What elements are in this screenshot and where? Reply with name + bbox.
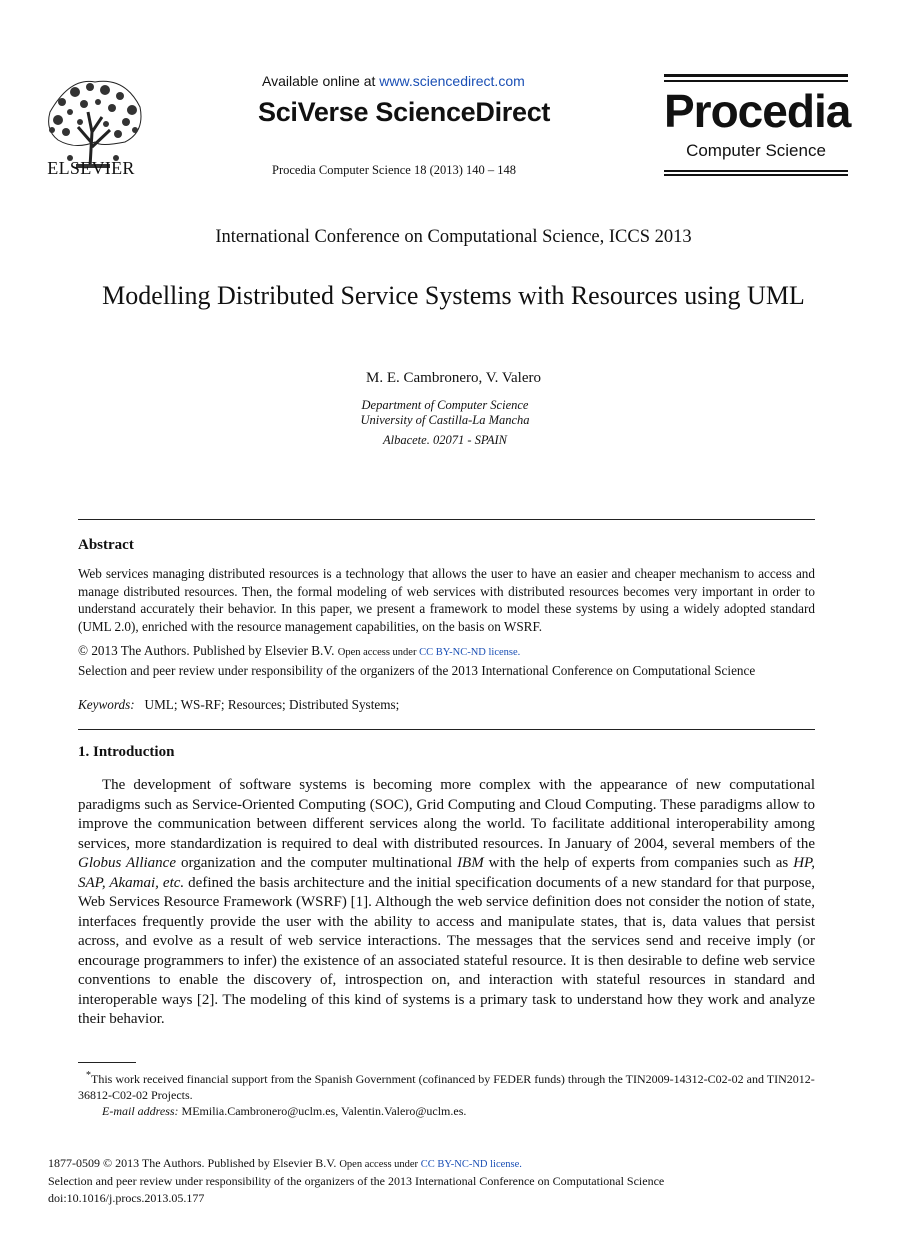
authors: M. E. Cambronero, V. Valero — [366, 370, 541, 386]
footnote-rule — [78, 1062, 136, 1063]
procedia-title: Procedia — [664, 85, 851, 137]
email-addresses: MEmilia.Cambronero@uclm.es, Valentin.Valero@uclm.es. — [181, 1104, 467, 1118]
available-prefix: Available online at — [262, 73, 380, 89]
bottom-selection: Selection and peer review under responsibility of the organizers of the 2013 International Conference on Computational Science — [48, 1174, 665, 1188]
introduction-text — [78, 776, 815, 1030]
issn-line: 1877-0509 © 2013 The Authors. Published by Elsevier B.V. — [48, 1156, 340, 1170]
license-link[interactable]: CC BY-NC-ND license. — [419, 647, 521, 658]
bottom-license-link[interactable]: CC BY-NC-ND license. — [420, 1159, 522, 1170]
introduction-text-segment: defined the basis architecture and the initial specification documents of a new standard for that purpose, Web Services Resource Framework (WSRF) [1]. Although the web service definition does not consider the notion of state, interfaces frequently provide the user with the ability to access and manipulate states, that is, data values that persist across, and evolve as a result of web service interactions. The messages that the services send and receive imply (or encourage programmers to infer) the existence of an associated stateful resource. It is then desirable to define web service conventions to enable the discovery of, introspection on, and interaction with stateful resources in standard and interoperable ways [2]. The modeling of this kind of systems is a primary task to understand how they work and analyze their behavior. — [78, 874, 815, 1027]
paper-title: Modelling Distributed Service Systems with Resources using UML — [102, 281, 805, 310]
footnote-marker: * — [86, 1070, 91, 1081]
platform-name: SciVerse ScienceDirect — [258, 97, 551, 127]
introduction-text-segment: with the help of experts from companies such as — [483, 855, 794, 871]
publisher-name: ELSEVIER — [47, 158, 135, 178]
keywords-label: Keywords: — [78, 697, 135, 712]
open-access-text: Open access under — [337, 647, 420, 658]
sciencedirect-link[interactable]: www.sciencedirect.com — [379, 73, 525, 89]
affiliation-address: Albacete. 02071 - SPAIN — [382, 433, 508, 447]
footnote — [78, 1068, 815, 1119]
copyright-text: © 2013 The Authors. Published by Elsevier B.V. — [78, 643, 338, 658]
introduction-text-segment: The development of software systems is becoming more complex with the appearance of new computational paradigms such as Service-Oriented Computing (SOC), Grid Computing and Cloud Computing. These paradigms allow to improve the communication between different services along the world. To facilitate additional interoperability among services, more standardization is required to deal with distributed resources. In January of 2004, several members of the — [78, 777, 815, 852]
abstract-heading: Abstract — [78, 537, 134, 553]
doi: doi:10.1016/j.procs.2013.05.177 — [48, 1191, 205, 1205]
selection-text: Selection and peer review under responsibility of the organizers of the 2013 International Conference on Computational Science — [78, 662, 756, 678]
conference-name: International Conference on Computational Science, ICCS 2013 — [215, 227, 692, 247]
affiliation-university: University of Castilla-La Mancha — [360, 413, 530, 427]
introduction-italic-term: HP, SAP, Akamai, etc. — [78, 855, 816, 891]
abstract-text: Web services managing distributed resources is a technology that allows the user to have an easier and cheaper mechanism to access and manage distributed resources. Then, the formal modeling of web services with distributed resources becomes very important in order to understand accurately their behavior. In this paper, we present a framework to model these systems by using a widely adopted standard (UML 2.0), enriched with the resource management capabilities, on the basis on WSRF. — [78, 566, 815, 634]
affiliation-department: Department of Computer Science — [361, 398, 529, 412]
introduction-paragraph — [78, 776, 815, 1030]
abstract-bottom-rule — [78, 729, 815, 730]
footnote-text: This work received financial support from the Spanish Government (cofinanced by FEDER funds) through the TIN2009-14312-C02-02 and TIN2012-36812-C02-02 Projects. — [78, 1072, 815, 1102]
keywords-list: UML; WS-RF; Resources; Distributed Systems; — [144, 697, 400, 712]
procedia-subtitle: Computer Science — [686, 141, 826, 160]
introduction-heading: 1. Introduction — [78, 744, 175, 760]
introduction-italic-term: IBM — [457, 855, 484, 871]
email-label: E-mail address: — [102, 1104, 179, 1118]
abstract-top-rule — [78, 519, 815, 520]
bottom-open-access: Open access under — [339, 1159, 421, 1170]
copyright-block — [78, 642, 815, 679]
journal-reference: Procedia Computer Science 18 (2013) 140 – 148 — [272, 163, 517, 177]
introduction-text-segment: organization and the computer multinational — [176, 855, 458, 871]
introduction-italic-term: Globus Alliance — [78, 855, 177, 871]
available-online-line — [262, 73, 525, 89]
keywords-line — [78, 697, 399, 713]
bottom-info — [48, 1155, 848, 1207]
